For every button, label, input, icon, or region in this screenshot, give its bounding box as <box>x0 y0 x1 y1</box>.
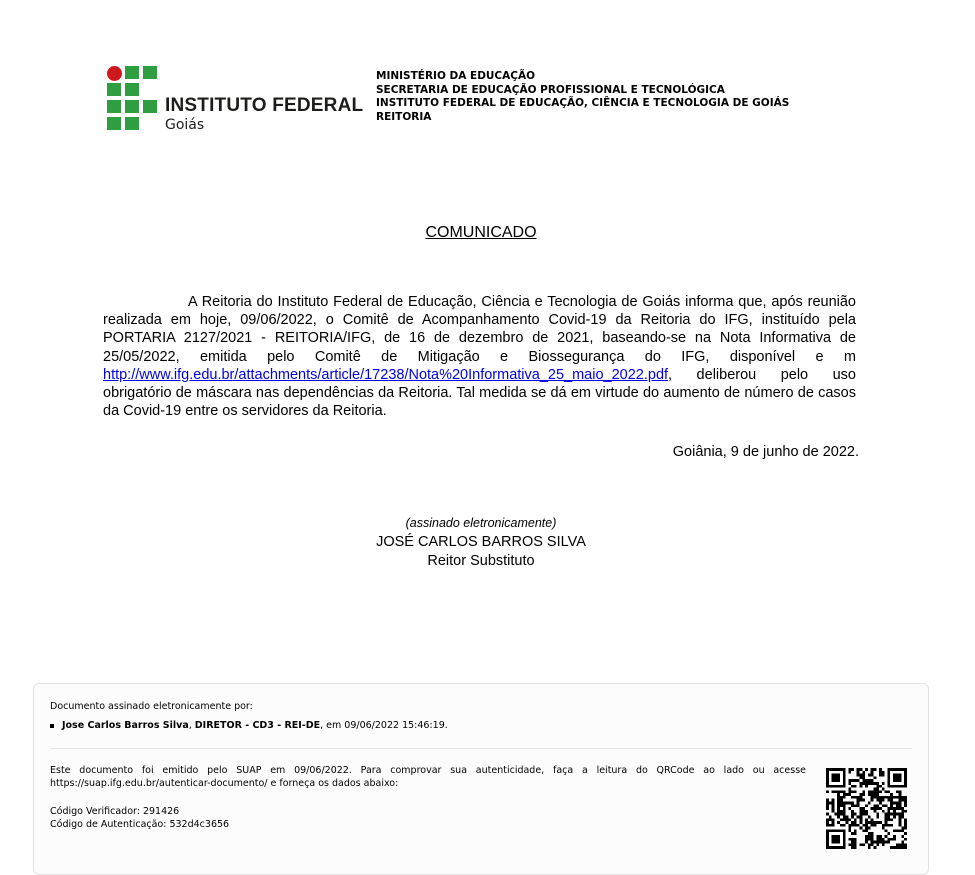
authentication-code: Código de Autenticação: 532d4c3656 <box>50 819 230 830</box>
divider <box>50 748 912 749</box>
signer-entry-name: Jose Carlos Barros Silva <box>62 720 189 731</box>
logo-square <box>107 117 121 130</box>
document-title: COMUNICADO <box>425 224 537 241</box>
logo-square <box>125 100 139 113</box>
authentication-box <box>33 683 929 875</box>
nota-informativa-link[interactable]: http://www.ifg.edu.br/attachments/article/17238/Nota%20Informativa_25_maio_2022.pdf <box>103 366 669 383</box>
signature-note: (assinado eletronicamente) <box>405 516 557 530</box>
header-line-secretariat: SECRETARIA DE EDUCAÇÃO PROFISSIONAL E TECNOLÓGICA <box>376 83 725 96</box>
signer-name: JOSÉ CARLOS BARROS SILVA <box>376 534 586 550</box>
verifier-code: Código Verificador: 291426 <box>50 806 180 817</box>
signer-entry-datetime: , em 09/06/2022 15:46:19. <box>320 720 448 731</box>
logo-square <box>125 83 139 96</box>
logo-red-circle <box>107 66 122 81</box>
header-institution-lines <box>376 70 789 124</box>
logo-state: Goiás <box>165 117 205 133</box>
bullet-icon <box>50 724 54 728</box>
body-text-before-link: A Reitoria do Instituto Federal de Educação, Ciência e Tecnologia de Goiás informa que, após reunião realizada em hoje, 09/06/2022, o Comitê de Acompanhamento Covid-19 da Reitoria do IFG, instituído pela PORTARIA 2127/2021 - REITORIA/IFG, de 16 de dezembro de 2021, baseando-se na Nota Informativa de 25/05/2022, emitida pelo Comitê de Mitigação e Biossegurança do IFG, disponível e m <box>103 294 856 365</box>
signature-block <box>0 514 962 571</box>
header-line-rectorate: REITORIA <box>376 110 432 123</box>
signer-entry-separator: , <box>188 720 195 731</box>
logo-institution-name: INSTITUTO FEDERAL <box>165 95 364 116</box>
logo-square <box>143 66 157 79</box>
header-line-ministry: MINISTÉRIO DA EDUCAÇÃO <box>376 70 536 82</box>
body-text-after-link: , deliberou pelo uso obrigatório de máscara nas dependências da Reitoria. Tal medida se dá em virtude do aumento de número de casos da Covid-19 entre os servidores da Reitoria. <box>103 366 856 420</box>
ifg-logo <box>107 66 367 134</box>
signer-role: Reitor Substituto <box>427 553 535 569</box>
logo-square <box>107 100 121 113</box>
signed-by-label: Documento assinado eletronicamente por: <box>50 701 253 712</box>
logo-square <box>107 83 121 96</box>
document-body <box>103 293 856 420</box>
header-line-institute: INSTITUTO FEDERAL DE EDUCAÇÃO, CIÊNCIA E TECNOLOGIA DE GOIÁS <box>376 97 790 109</box>
emitted-notice: Este documento foi emitido pelo SUAP em 09/06/2022. Para comprovar sua autenticidade, faça a leitura do QRCode ao lado ou acesse https://suap.ifg.edu.br/autenticar-documento/ e forneça os dados abaixo: <box>50 765 806 789</box>
logo-square <box>125 66 139 79</box>
logo-square <box>125 117 139 130</box>
verification-codes <box>50 805 229 831</box>
document-date: Goiânia, 9 de junho de 2022. <box>672 444 859 460</box>
qr-code-icon[interactable] <box>826 768 907 849</box>
signer-entry <box>50 720 448 731</box>
signer-entry-role: DIRETOR - CD3 - REI-DE <box>194 720 321 731</box>
logo-square <box>143 100 157 113</box>
